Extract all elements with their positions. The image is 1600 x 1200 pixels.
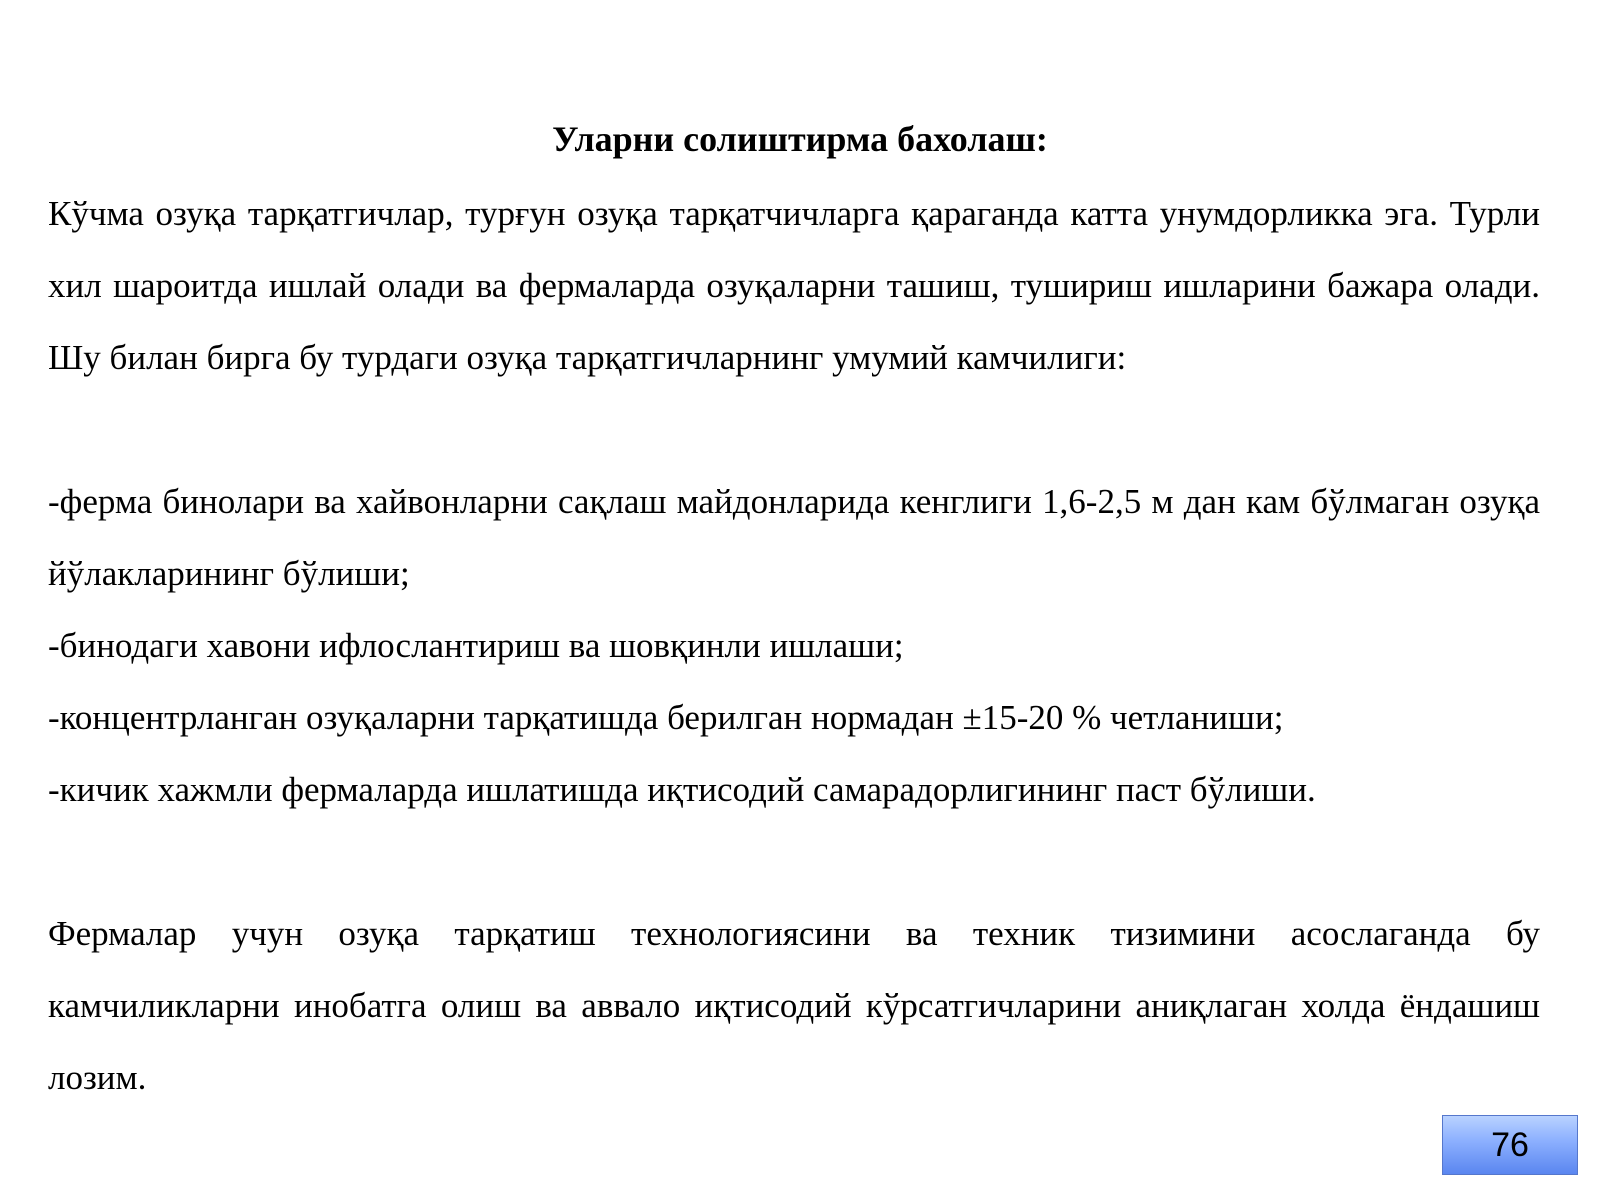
- list-item: -ферма бинолари ва хайвонларни сақлаш майдонларида кенглиги 1,6-2,5 м дан кам бўлмаган озуқа йўлакларининг бўлиши;: [48, 482, 1540, 593]
- list-item: -концентрланган озуқаларни тарқатишда берилган нормадан ±15-20 % четланиши;: [48, 698, 1284, 737]
- paragraph-conclusion: Фермалар учун озуқа тарқатиш технологиясини ва техник тизимини асослаганда бу камчиликларни инобатга олиш ва аввало иқтисодий кўрсатгичларини аниқлаган холда ёндашиш лозим.: [48, 914, 1540, 1097]
- list-item: -кичик хажмли фермаларда ишлатишда иқтисодий самарадорлигининг паст бўлиши.: [48, 770, 1316, 809]
- paragraph-intro: Кўчма озуқа тарқатгичлар, турғун озуқа тарқатчичларга қараганда катта унумдорликка эга. Турли хил шароитда ишлай олади ва фермаларда озуқаларни ташиш, тушириш ишларини бажара олади. Шу билан бирга бу турдаги озуқа тарқатгичларнинг умумий камчилиги:: [48, 194, 1540, 377]
- page-number-badge: 76: [1442, 1115, 1578, 1175]
- drawbacks-list: [48, 466, 1540, 826]
- list-item: -бинодаги хавони ифлослантириш ва шовқинли ишлаши;: [48, 626, 904, 665]
- slide-title: Уларни солиштирма бахолаш:: [552, 119, 1048, 159]
